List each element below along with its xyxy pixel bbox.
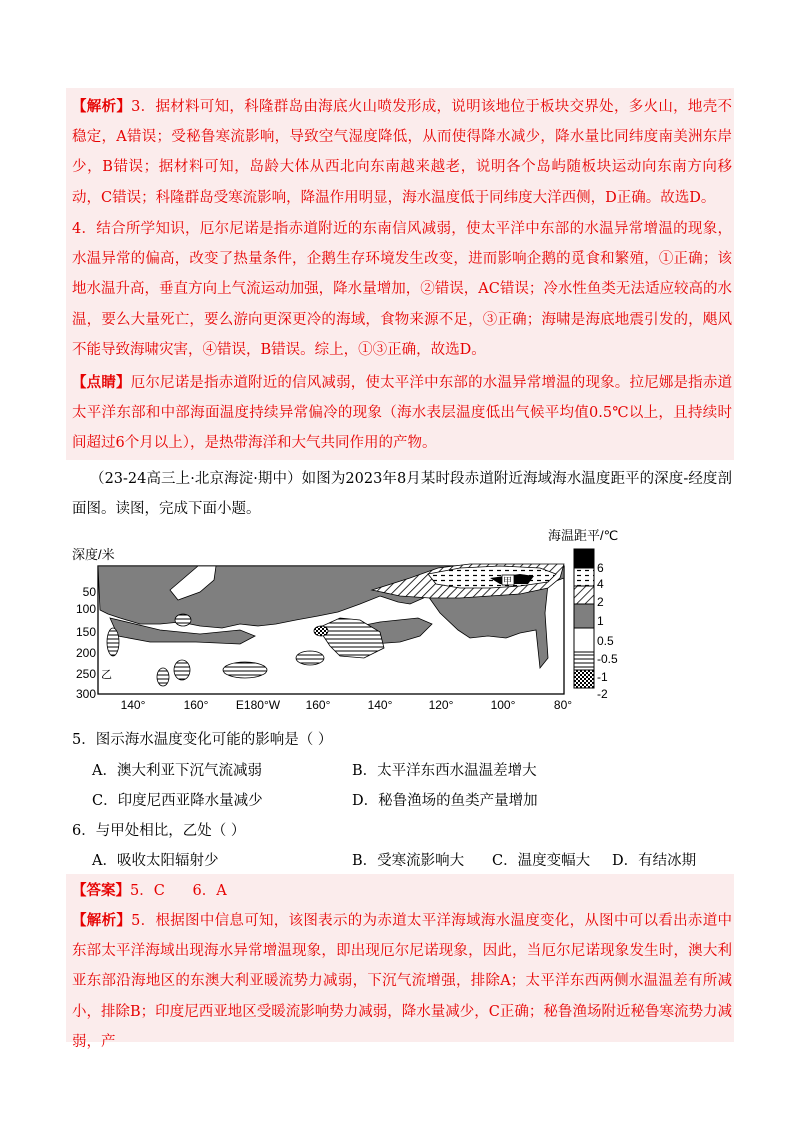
intro-text: （23-24高三上·北京海淀·期中）如图为2023年8月某时段赤道附近海域海水温度距平的深度-经度剖面图。读图，完成下面小题。 (72, 471, 732, 517)
analysis-q4 (72, 214, 732, 365)
legend-swatch-6 (574, 549, 594, 568)
legend-label: -0.5 (597, 652, 618, 666)
marker-yi: 乙 (101, 669, 112, 681)
answer-line (72, 876, 732, 906)
lon-tick: 140° (367, 698, 393, 712)
legend-label: 1 (597, 614, 604, 628)
marker-jia: 甲 (503, 576, 513, 586)
legend-label: 4 (597, 577, 604, 591)
q6-option-b[interactable]: B．受寒流影响大 (352, 853, 465, 869)
legend-labels (597, 561, 618, 701)
depth-tick: 250 (75, 667, 96, 681)
legend-label: 2 (597, 595, 604, 609)
q5-option-a[interactable]: A．澳大利亚下沉气流减弱 (92, 763, 262, 779)
cool-blob-2 (296, 651, 324, 665)
tip-text: 厄尔尼诺是指赤道附近的信风减弱，使太平洋中东部的水温异常增温的现象。拉尼娜是指赤道太平洋东部和中部海面温度持续异常偏冷的现象（海水表层温度低出气候平均值0.5℃以上，且持续时间超过6个月以上），是热带海洋和大气共同作用的产物。 (72, 375, 733, 452)
question-intro (72, 464, 732, 524)
q5-option-d[interactable]: D．秘鲁渔场的鱼类产量增加 (352, 793, 538, 809)
q6-stem: 6．与甲处相比，乙处（ ） (72, 823, 246, 839)
legend-label: 0.5 (597, 634, 614, 648)
q6-option-c[interactable]: C．温度变幅大 (492, 853, 591, 869)
legend (574, 549, 594, 688)
legend-swatch-2 (574, 586, 594, 604)
answer-tag: 【答案】 (72, 882, 130, 899)
cool-blob-4 (174, 660, 190, 680)
analysis-q5 (72, 906, 732, 1057)
lon-tick: 160° (183, 698, 209, 712)
analysis-q3 (72, 92, 732, 213)
depth-tick: 100 (75, 602, 96, 616)
tip-tag: 【点睛】 (72, 374, 131, 391)
temperature-anomaly-figure (0, 518, 800, 718)
answer-text: 5．C 6．A (130, 883, 227, 899)
lon-tick: 120° (428, 698, 454, 712)
lon-tick: 140° (120, 698, 146, 712)
cold-core (314, 626, 328, 636)
cool-blob-7 (107, 628, 119, 656)
depth-tick: 300 (75, 687, 96, 701)
q5-stem: 5．图示海水温度变化可能的影响是（ ） (72, 732, 333, 748)
legend-swatch-m1 (574, 670, 594, 688)
analysis-q4-text: 4．结合所学知识，厄尔尼诺是指赤道附近的东南信风减弱，使太平洋中东部的水温异常增温的现象，水温异常的偏高，改变了热量条件，企鹅生存环境发生改变，进而影响企鹅的觅食和繁殖，①正确；该地水温升高，垂直方向上气流运动加强，降水量增加，②错误，AC错误；冷水性鱼类无法适应较高的水温，要么大量死亡，要么游向更深更冷的海域，食物来源不足，③正确；海啸是海底地震引发的，飓风不能导致海啸灾害，④错误，B错误。综上，①③正确，故选D。 (72, 221, 732, 358)
lon-tick: E180°W (235, 698, 281, 712)
tip-paragraph (72, 368, 732, 459)
analysis-tag: 【解析】 (72, 98, 132, 115)
q5-option-b[interactable]: B．太平洋东西水温温差增大 (352, 763, 537, 779)
q5-option-c[interactable]: C．印度尼西亚降水量减少 (92, 793, 263, 809)
analysis-tag-2: 【解析】 (72, 912, 132, 929)
legend-swatch-05 (574, 628, 594, 652)
lon-tick: 100° (490, 698, 516, 712)
legend-swatch-1 (574, 604, 594, 628)
cool-blob-3 (223, 662, 267, 678)
legend-label: -1 (597, 670, 608, 684)
analysis-q3-text: 3．据材料可知，科隆群岛由海底火山喷发形成，说明该地位于板块交界处，多火山，地壳不稳定，A错误；受秘鲁寒流影响，导致空气湿度降低，从而使得降水减少，降水量比同纬度南美洲东岸少，B错误；据材料可知，岛龄大体从西北向东南越来越老，说明各个岛屿随板块运动向东南方向移动，C错误；科隆群岛受寒流影响，降温作用明显，海水温度低于同纬度大洋西侧，D正确。故选D。 (72, 99, 732, 206)
legend-label: 6 (597, 561, 604, 575)
legend-swatch-m05 (574, 652, 594, 670)
legend-label: -2 (597, 687, 608, 701)
depth-tick: 50 (82, 585, 96, 599)
cool-blob-5 (157, 668, 169, 686)
legend-swatch-4 (574, 568, 594, 586)
legend-title: 海温距平/℃ (548, 528, 619, 543)
analysis-q5-text: 5．根据图中信息可知，该图表示的为赤道太平洋海域海水温度变化，从图中可以看出赤道中东部太平洋海域出现海水异常增温现象，即出现厄尔尼诺现象，因此，当厄尔尼诺现象发生时，澳大利亚东部沿海地区的东澳大利亚暖流势力减弱，下沉气流增强，排除A；太平洋东西两侧水温温差有所减小，排除B；印度尼西亚地区受暖流影响势力减弱，降水量减少，C正确；秘鲁渔场附近秘鲁寒流势力减弱，产 (72, 913, 732, 1050)
lon-tick: 80° (553, 698, 573, 712)
q6-option-a[interactable]: A．吸收太阳辐射少 (92, 853, 219, 869)
y-axis-title: 深度/米 (72, 547, 115, 562)
lon-tick: 160° (305, 698, 331, 712)
depth-tick: 200 (75, 646, 96, 660)
longitude-axis (121, 698, 573, 712)
q6-option-d[interactable]: D．有结冰期 (612, 853, 697, 869)
depth-axis (76, 585, 96, 701)
cool-blob-6 (175, 614, 191, 626)
depth-tick: 150 (75, 625, 96, 639)
